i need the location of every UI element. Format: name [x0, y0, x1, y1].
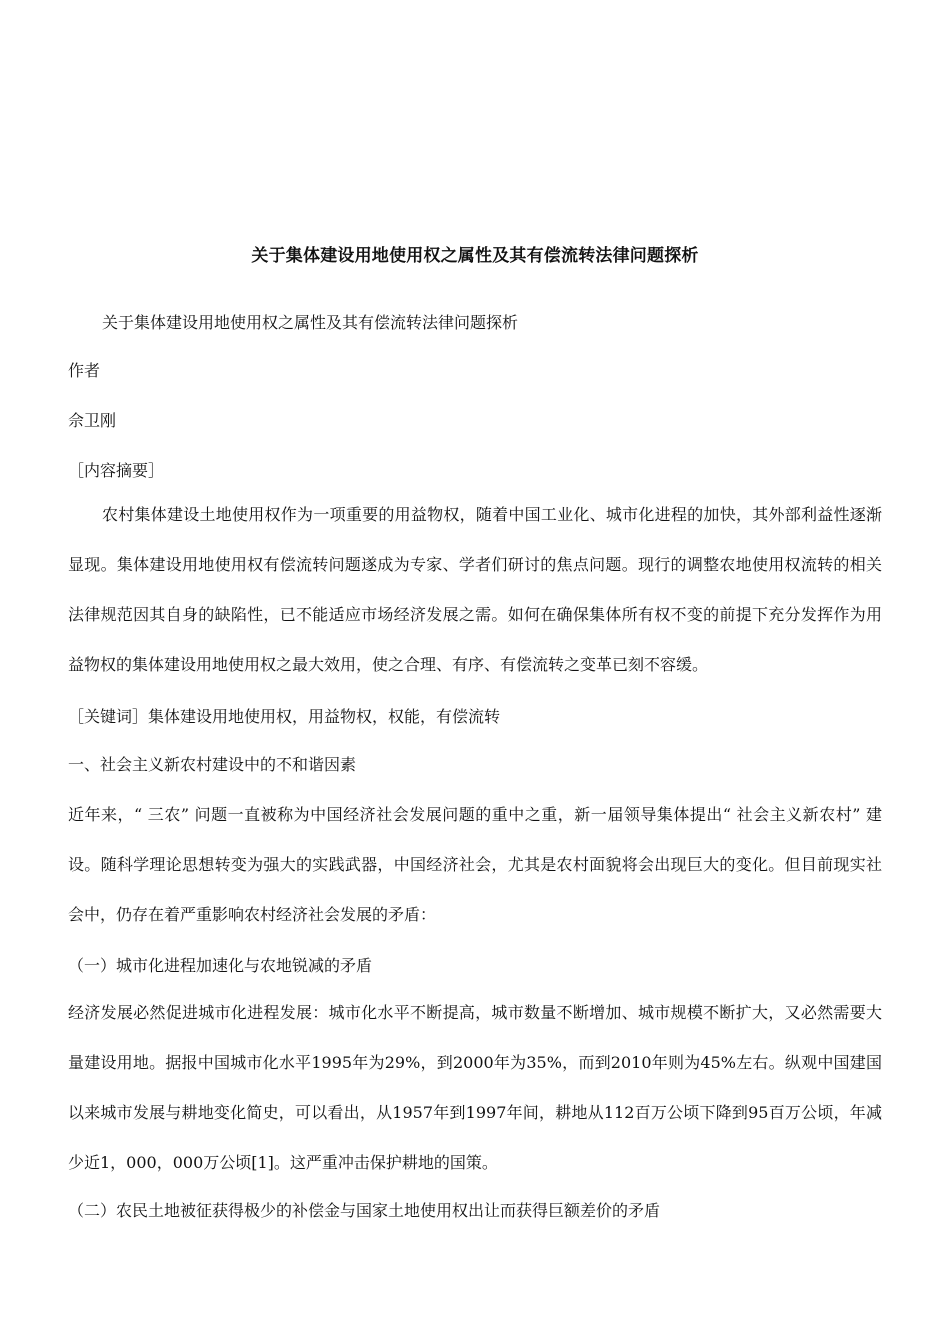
abstract-paragraph: 农村集体建设土地使用权作为一项重要的用益物权，随着中国工业化、城市化进程的加快，其外部利益性逐渐显现。集体建设用地使用权有偿流转问题遂成为专家、学者们研讨的焦点问题。现行的调整农地使用权流转的相关法律规范因其自身的缺陷性，已不能适应市场经济发展之需。如何在确保集体所有权不变的前提下充分发挥作为用益物权的集体建设用地使用权之最大效用，使之合理、有序、有偿流转之变革已刻不容缓。	[68, 505, 882, 674]
keywords-line: ［关键词］集体建设用地使用权，用益物权，权能，有偿流转	[68, 707, 501, 726]
section-heading-1: 一、社会主义新农村建设中的不和谐因素	[68, 755, 357, 774]
subsection-heading-1: （一）城市化进程加速化与农地锐减的矛盾	[68, 956, 373, 975]
subsection-1-paragraph: 经济发展必然促进城市化进程发展：城市化水平不断提高，城市数量不断增加、城市规模不断扩大，又必然需要大量建设用地。据报中国城市化水平1995年为29%，到2000年为35%，而到2010年则为45%左右。纵观中国建国以来城市发展与耕地变化简史，可以看出，从1957年到1997年间，耕地从112百万公顷下降到95百万公顷，年减少近1，000，000万公顷[1]。这严重冲击保护耕地的国策。	[68, 1003, 882, 1172]
document-title: 关于集体建设用地使用权之属性及其有偿流转法律问题探析	[251, 246, 699, 266]
section-1-paragraph: 近年来，“ 三农” 问题一直被称为中国经济社会发展问题的重中之重，新一届领导集体提出“ 社会主义新农村” 建设。随科学理论思想转变为强大的实践武器，中国经济社会，尤其是农村面貌将会出现巨大的变化。但目前现实社会中，仍存在着严重影响农村经济社会发展的矛盾：	[68, 805, 882, 924]
subsection-heading-2: （二）农民土地被征获得极少的补偿金与国家土地使用权出让而获得巨额差价的矛盾	[68, 1201, 661, 1220]
author-label: 作者	[68, 361, 101, 380]
document-subtitle: 关于集体建设用地使用权之属性及其有偿流转法律问题探析	[102, 313, 519, 332]
abstract-heading: ［内容摘要］	[68, 461, 165, 480]
author-name: 佘卫刚	[68, 411, 117, 430]
